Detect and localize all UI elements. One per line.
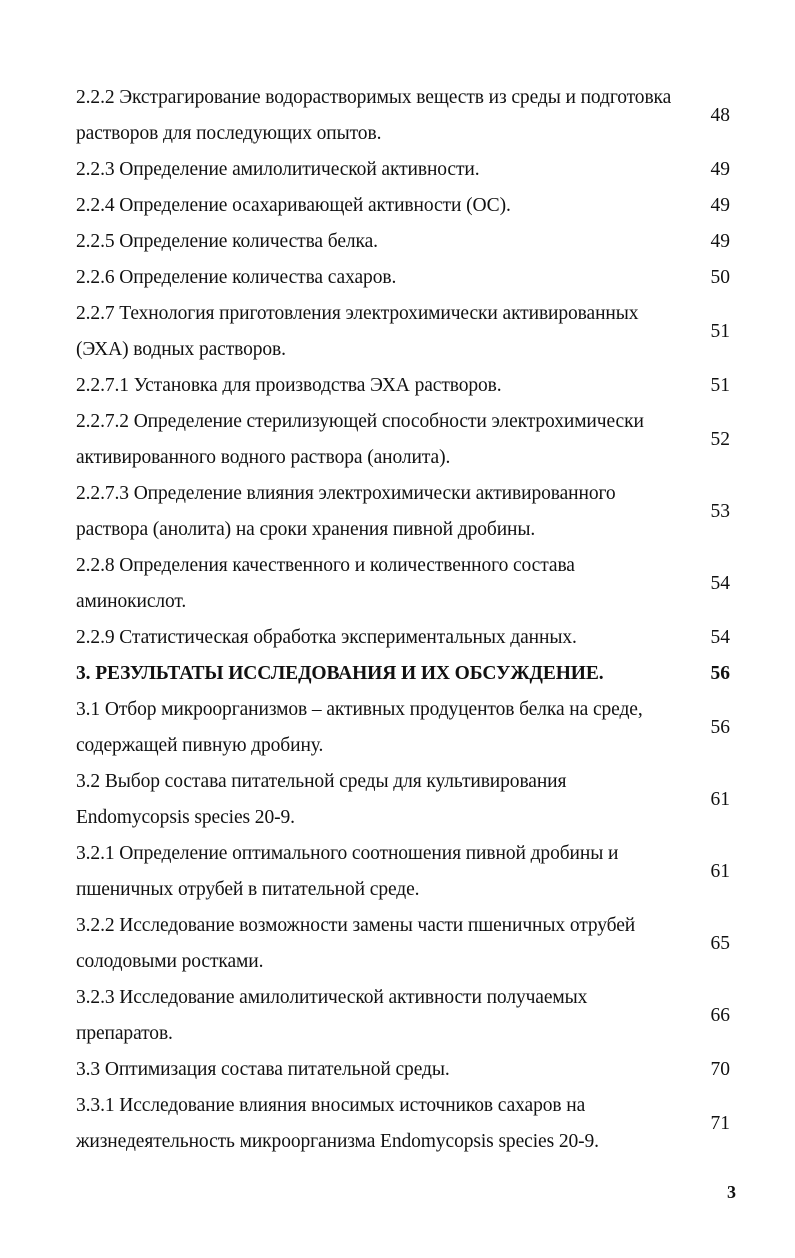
toc-entry-title: 2.2.4 Определение осахаривающей активности (ОС). bbox=[76, 195, 511, 216]
toc-entry-page: 65 bbox=[710, 933, 730, 954]
toc-entry bbox=[76, 980, 732, 1052]
toc-entry-title: 3.2.3 Исследование амилолитической активности получаемых препаратов. bbox=[76, 987, 588, 1044]
toc-heading-title: 3. РЕЗУЛЬТАТЫ ИССЛЕДОВАНИЯ И ИХ ОБСУЖДЕНИЕ. bbox=[76, 663, 604, 684]
toc-entry-page: 49 bbox=[710, 231, 730, 252]
toc-entry-page: 66 bbox=[710, 1005, 730, 1026]
toc-entry bbox=[76, 152, 732, 188]
toc-entry-page: 51 bbox=[710, 321, 730, 342]
toc-entry-title: 2.2.2 Экстрагирование водорастворимых веществ из среды и подготовка растворов для последующих опытов. bbox=[76, 87, 672, 144]
toc-entry-title: 2.2.3 Определение амилолитической активности. bbox=[76, 159, 480, 180]
toc-entry-title: 2.2.7 Технология приготовления электрохимически активированных (ЭХА) водных растворов. bbox=[76, 303, 639, 360]
toc-entry-page: 51 bbox=[710, 375, 730, 396]
toc-section-heading bbox=[76, 656, 732, 692]
toc-entry bbox=[76, 1052, 732, 1088]
toc-entry-page: 71 bbox=[710, 1113, 730, 1134]
toc-entry bbox=[76, 296, 732, 368]
page-number: 3 bbox=[727, 1182, 736, 1202]
toc-entry bbox=[76, 908, 732, 980]
toc-entry bbox=[76, 548, 732, 620]
toc-entry bbox=[76, 476, 732, 548]
toc-entry-page: 54 bbox=[710, 573, 730, 594]
toc-entry bbox=[76, 620, 732, 656]
toc-entry-title: 3.1 Отбор микроорганизмов – активных продуцентов белка на среде, содержащей пивную дробину. bbox=[76, 699, 643, 756]
table-of-contents bbox=[76, 80, 732, 1160]
toc-entry bbox=[76, 692, 732, 764]
toc-entry-page: 49 bbox=[710, 195, 730, 216]
toc-entry-page: 70 bbox=[710, 1059, 730, 1080]
toc-heading-page: 56 bbox=[710, 663, 730, 684]
toc-entry-page: 61 bbox=[710, 861, 730, 882]
toc-entry-title: 2.2.6 Определение количества сахаров. bbox=[76, 267, 397, 288]
toc-entry-title: 2.2.8 Определения качественного и количественного состава аминокислот. bbox=[76, 555, 575, 612]
toc-entry-page: 49 bbox=[710, 159, 730, 180]
toc-entry-title: 3.3 Оптимизация состава питательной среды. bbox=[76, 1059, 450, 1080]
toc-entry-page: 52 bbox=[710, 429, 730, 450]
toc-entry-title: 2.2.5 Определение количества белка. bbox=[76, 231, 378, 252]
toc-entry-title: 3.2 Выбор состава питательной среды для культивирования Endomycopsis species 20-9. bbox=[76, 771, 567, 828]
toc-entry bbox=[76, 224, 732, 260]
toc-entry bbox=[76, 260, 732, 296]
toc-entry-page: 56 bbox=[710, 717, 730, 738]
toc-entry bbox=[76, 404, 732, 476]
toc-entry bbox=[76, 836, 732, 908]
toc-entry-title: 3.2.1 Определение оптимального соотношения пивной дробины и пшеничных отрубей в питательной среде. bbox=[76, 843, 619, 900]
toc-entry-page: 48 bbox=[710, 105, 730, 126]
toc-entry-title: 2.2.9 Статистическая обработка экспериментальных данных. bbox=[76, 627, 577, 648]
toc-entry-title: 3.3.1 Исследование влияния вносимых источников сахаров на жизнедеятельность микроорганизма Endomycopsis species 20-9. bbox=[76, 1095, 599, 1152]
toc-entry bbox=[76, 188, 732, 224]
toc-entry-title: 2.2.7.1 Установка для производства ЭХА растворов. bbox=[76, 375, 502, 396]
toc-entry-page: 50 bbox=[710, 267, 730, 288]
toc-entry bbox=[76, 1088, 732, 1160]
toc-entry bbox=[76, 368, 732, 404]
toc-entry bbox=[76, 80, 732, 152]
toc-entry-title: 2.2.7.3 Определение влияния электрохимически активированного раствора (анолита) на сроки хранения пивной дробины. bbox=[76, 483, 616, 540]
toc-entry-page: 53 bbox=[710, 501, 730, 522]
toc-entry-title: 2.2.7.2 Определение стерилизующей способности электрохимически активированного водного раствора (анолита). bbox=[76, 411, 644, 468]
toc-entry bbox=[76, 764, 732, 836]
toc-entry-page: 54 bbox=[710, 627, 730, 648]
toc-entry-page: 61 bbox=[710, 789, 730, 810]
toc-entry-title: 3.2.2 Исследование возможности замены части пшеничных отрубей солодовыми ростками. bbox=[76, 915, 636, 972]
